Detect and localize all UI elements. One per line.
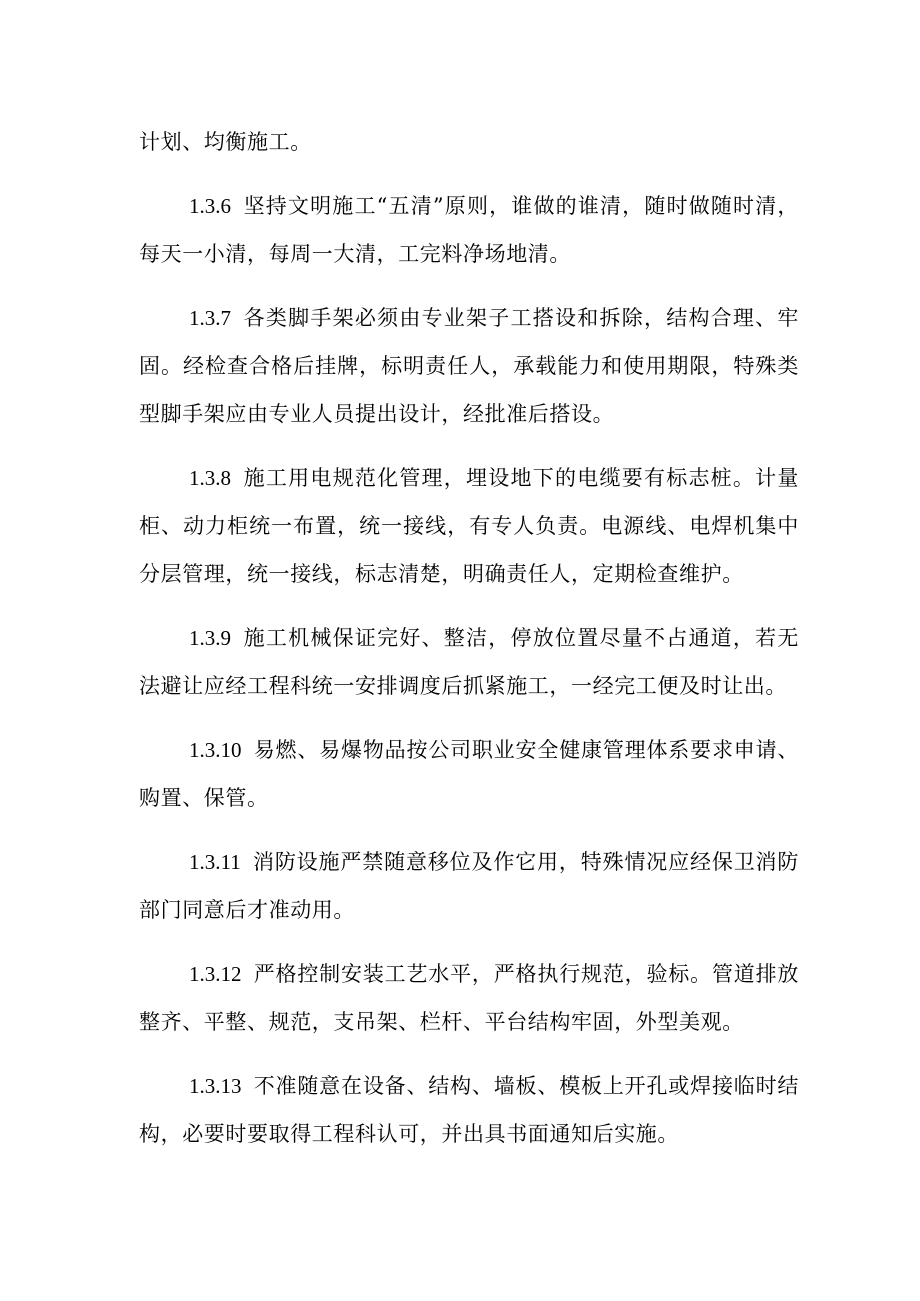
clause-number: 1.3.7: [189, 306, 231, 330]
clause-number: 1.3.10: [189, 738, 242, 762]
clause-number: 1.3.9: [189, 626, 231, 650]
paragraph-text: 各类脚手架必须由专业架子工搭设和拆除，结构合理、牢固。经检查合格后挂牌，标明责任人，承载能力和使用期限，特殊类型脚手架应由专业人员提出设计，经批准后搭设。: [139, 306, 799, 426]
paragraph-continuation: [139, 118, 799, 166]
clause-number: 1.3.13: [189, 1074, 242, 1098]
paragraph-1-3-6: [139, 182, 799, 278]
paragraph-1-3-13: [139, 1062, 799, 1158]
paragraph-1-3-12: [139, 950, 799, 1046]
paragraph-text: 施工用电规范化管理，埋设地下的电缆要有标志桩。计量柜、动力柜统一布置，统一接线，有专人负责。电源线、电焊机集中分层管理，统一接线，标志清楚，明确责任人，定期检查维护。: [139, 466, 799, 586]
paragraph-text: 不准随意在设备、结构、墙板、模板上开孔或焊接临时结构，必要时要取得工程科认可，并出具书面通知后实施。: [139, 1074, 799, 1146]
paragraph-text: 坚持文明施工“五清”原则，谁做的谁清，随时做随时清，每天一小清，每周一大清，工完料净场地清。: [139, 194, 799, 266]
clause-number: 1.3.6: [189, 194, 231, 218]
paragraph-text: 消防设施严禁随意移位及作它用，特殊情况应经保卫消防部门同意后才准动用。: [139, 850, 799, 922]
paragraph-text: 施工机械保证完好、整洁，停放位置尽量不占通道，若无法避让应经工程科统一安排调度后抓紧施工，一经完工便及时让出。: [139, 626, 799, 698]
paragraph-1-3-10: [139, 726, 799, 822]
paragraph-1-3-7: [139, 294, 799, 438]
clause-number: 1.3.11: [189, 850, 241, 874]
paragraph-1-3-9: [139, 614, 799, 710]
document-page: [139, 118, 799, 1158]
paragraph-1-3-11: [139, 838, 799, 934]
paragraph-text: 易燃、易爆物品按公司职业安全健康管理体系要求申请、购置、保管。: [139, 738, 799, 810]
clause-number: 1.3.12: [189, 962, 242, 986]
paragraph-1-3-8: [139, 454, 799, 598]
clause-number: 1.3.8: [189, 466, 231, 490]
paragraph-text: 严格控制安装工艺水平，严格执行规范，验标。管道排放整齐、平整、规范，支吊架、栏杆、平台结构牢固，外型美观。: [139, 962, 799, 1034]
paragraph-text: 计划、均衡施工。: [139, 130, 312, 154]
